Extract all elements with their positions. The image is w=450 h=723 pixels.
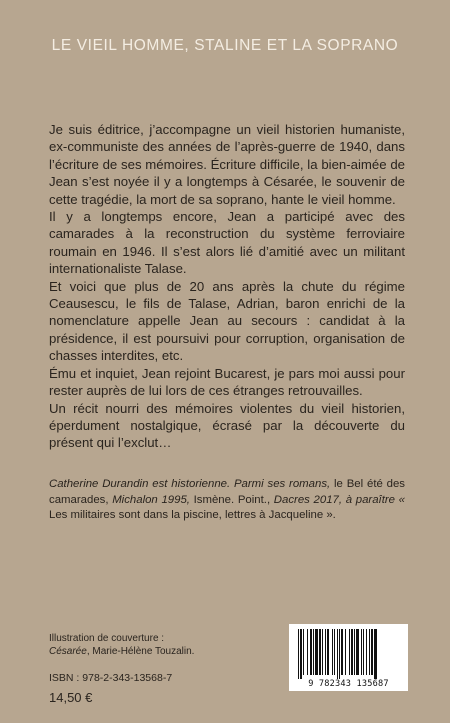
barcode-bar <box>310 629 312 675</box>
barcode-bar <box>371 629 373 675</box>
blurb <box>49 121 405 452</box>
barcode-bar <box>334 629 335 675</box>
barcode-bar <box>341 629 343 675</box>
forthcoming-title: Les militaires sont dans la piscine, lettres à Jacqueline <box>49 509 324 521</box>
barcode-bar <box>332 629 333 675</box>
barcode-bar <box>356 629 359 675</box>
blurb-paragraph-3: Et voici que plus de 20 ans après la chute du régime Ceausescu, le fils de Talase, Adrian, baron enrichi de la nomenclature appelle Jean au secours : candidat à la présidence, il est poursuivi pour corruption, organisation de chasses interdites, etc. <box>49 278 405 364</box>
artist-name: , Marie-Hélène Touzalin. <box>86 646 195 657</box>
barcode-bars <box>289 624 408 680</box>
price: 14,50 € <box>49 690 93 705</box>
barcode-bar <box>319 629 321 675</box>
closing-quote: ». <box>323 509 336 521</box>
barcode-bar <box>322 629 323 675</box>
credits-line <box>49 645 269 658</box>
isbn: ISBN : 978-2-343-13568-7 <box>49 672 173 684</box>
barcode-bar <box>307 629 308 675</box>
barcode-bar <box>361 629 362 675</box>
artwork-title: Césarée <box>49 646 87 657</box>
barcode-digits: 9 782343 135687 <box>308 679 389 689</box>
blurb-paragraph-5: Un récit nourri des mémoires violentes du vieil historien, éperdument nostalgique, écrasé par la découverte du présent qui l’exclut… <box>49 400 405 451</box>
blurb-paragraph-4: Ému et inquiet, Jean rejoint Bucarest, je pars moi aussi pour rester auprès de lui lors de ces étranges retrouvailles. <box>49 365 405 399</box>
barcode <box>289 624 408 691</box>
author-bio <box>49 477 405 524</box>
book-title: LE VIEIL HOMME, STALINE ET LA SOPRANO <box>51 37 399 54</box>
barcode-bar <box>363 629 364 675</box>
cover-credits <box>49 632 269 658</box>
barcode-bar <box>325 629 326 675</box>
barcode-bar <box>351 629 353 675</box>
publisher-1: Michalon 1995, <box>112 493 194 506</box>
author-name: Catherine Durandin <box>49 478 149 490</box>
barcode-bar <box>327 629 329 675</box>
novel-title-1: le Bel été des camarades, <box>49 478 405 506</box>
barcode-bar <box>354 629 355 675</box>
barcode-bar <box>369 629 370 675</box>
barcode-bar <box>337 629 338 679</box>
barcode-bar <box>300 629 302 679</box>
barcode-bar <box>374 629 377 679</box>
novel-title-2: Ismène. Point., <box>193 493 274 506</box>
blurb-paragraph-1: Je suis éditrice, j’accompagne un vieil historien humaniste, ex-communiste des années de l’après-guerre de 1940, dans l’écriture de ses mémoires. Écriture difficile, la bien-aimée de Jean s’est noyée il y a longtemps à Césarée, le souvenir de cette tragédie, la mort de sa soprano, hante le vieil homme. <box>49 122 405 207</box>
credits-label: Illustration de couverture : <box>49 633 165 644</box>
barcode-bar <box>298 629 299 679</box>
publisher-2: Dacres 2017, à paraître « <box>273 493 405 506</box>
barcode-bar <box>349 629 350 675</box>
barcode-bar <box>315 629 318 675</box>
barcode-bar <box>339 629 340 679</box>
barcode-bar <box>303 629 304 675</box>
barcode-bar <box>366 629 367 675</box>
blurb-paragraph-2: Il y a longtemps encore, Jean a participé avec des camarades à la reconstruction du système ferroviaire roumain en 1946. Il s’est alors lié d’amitié avec un militant internationaliste Talase. <box>49 209 405 277</box>
barcode-bar <box>345 629 346 675</box>
author-bio-text: est historienne. Parmi ses romans, <box>148 478 335 490</box>
barcode-bar <box>313 629 314 675</box>
